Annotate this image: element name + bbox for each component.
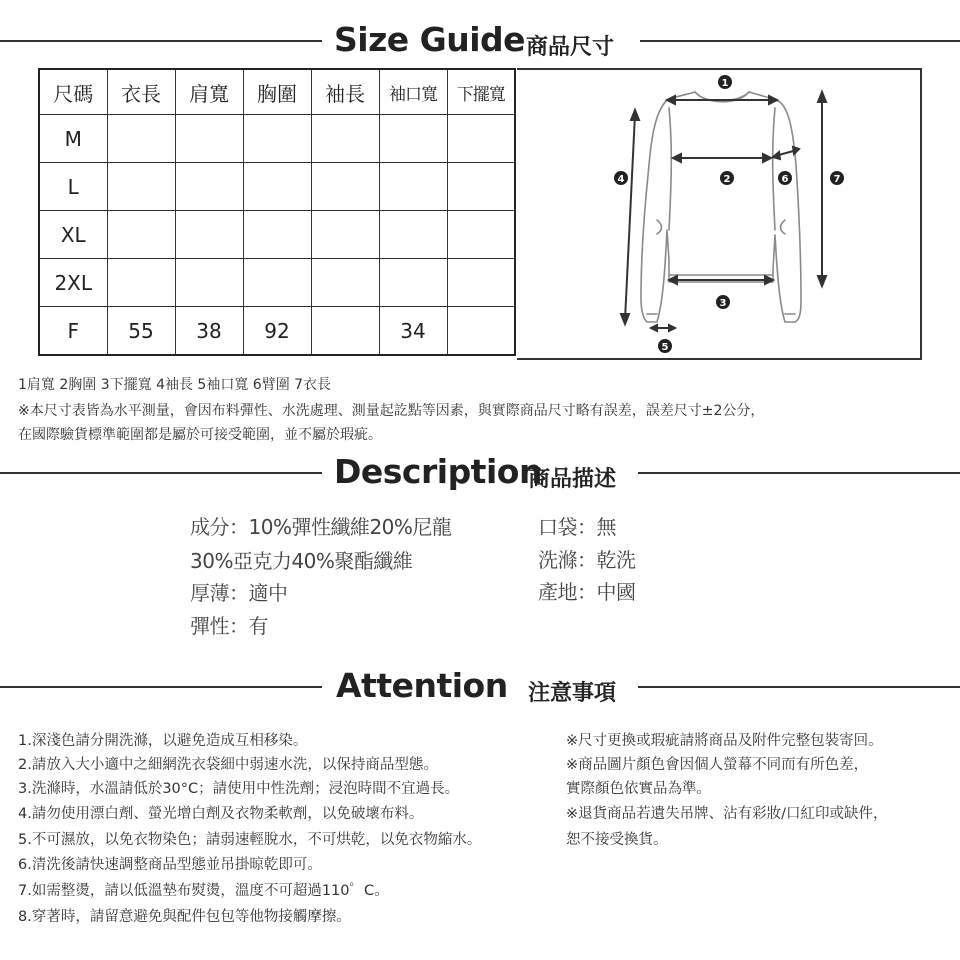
divider-left: [0, 40, 322, 42]
marker-1: [718, 75, 732, 89]
header-cell: 衣長: [107, 69, 175, 115]
svg-text:7: 7: [833, 174, 841, 185]
policy-note-3: ※退貨商品若遺失吊牌、沾有彩妝/口紅印或缺件，: [566, 806, 888, 822]
policy-note-2: ※商品圖片顏色會因個人螢幕不同而有所色差，: [566, 757, 869, 773]
table-cell: [447, 259, 515, 307]
desc-washing: 洗滌：乾洗: [538, 548, 636, 572]
table-cell: [175, 163, 243, 211]
table-header-row: [39, 69, 515, 115]
table-cell: [107, 163, 175, 211]
table-cell: [107, 211, 175, 259]
table-cell: [311, 211, 379, 259]
table-cell: [379, 259, 447, 307]
table-cell: [243, 115, 311, 163]
policy-note-2-cont: 實際顏色依實品為準。: [566, 781, 711, 797]
table-row: [39, 115, 515, 163]
table-cell: [379, 115, 447, 163]
desc-origin: 產地：中國: [538, 580, 636, 604]
marker-7: [830, 171, 844, 185]
divider-left: [0, 472, 322, 474]
size-label-cell: F: [39, 307, 107, 356]
care-item-3: 3.洗滌時，水溫請低於30°C；請使用中性洗劑；浸泡時間不宜過長。: [18, 781, 460, 797]
table-row: [39, 211, 515, 259]
table-cell: [175, 115, 243, 163]
table-cell: [311, 163, 379, 211]
attention-title-en: Attention: [336, 666, 508, 705]
attention-title-zh: 注意事項: [528, 681, 617, 706]
table-cell: [243, 163, 311, 211]
table-cell: [243, 211, 311, 259]
divider-right: [640, 40, 960, 42]
table-cell: 92: [243, 307, 311, 356]
measurement-note-line2: 在國際驗貨標準範圍都是屬於可接受範圍，並不屬於瑕疵。: [18, 427, 382, 443]
desc-pocket: 口袋：無: [538, 515, 616, 539]
table-cell: [175, 259, 243, 307]
size-table: [38, 68, 516, 356]
size-label-cell: 2XL: [39, 259, 107, 307]
table-cell: [311, 307, 379, 356]
care-item-1: 1.深淺色請分開洗滌，以避免造成互相移染。: [18, 733, 308, 749]
size-label-cell: M: [39, 115, 107, 163]
care-item-8: 8.穿著時，請留意避免與配件包包等他物接觸摩擦。: [18, 909, 351, 925]
table-cell: 55: [107, 307, 175, 356]
svg-text:3: 3: [719, 298, 727, 309]
size-guide-header: [0, 18, 960, 62]
table-cell: [379, 163, 447, 211]
table-cell: [311, 259, 379, 307]
table-cell: [379, 211, 447, 259]
measurement-legend: 1肩寬 2胸圍 3下擺寬 4袖長 5袖口寬 6臂圍 7衣長: [18, 377, 332, 393]
table-cell: 34: [379, 307, 447, 356]
size-label-cell: XL: [39, 211, 107, 259]
marker-4: [614, 171, 628, 185]
svg-text:5: 5: [661, 342, 669, 353]
description-header: [0, 450, 960, 494]
table-cell: [311, 115, 379, 163]
desc-material: 成分：10%彈性纖維20%尼龍: [190, 515, 452, 539]
policy-note-1: ※尺寸更換或瑕疵請將商品及附件完整包裝寄回。: [566, 733, 883, 749]
header-cell: 尺碼: [39, 69, 107, 115]
size-label-cell: L: [39, 163, 107, 211]
table-cell: [447, 115, 515, 163]
care-item-5: 5.不可濕放，以免衣物染色；請弱速輕脫水，不可烘乾，以免衣物縮水。: [18, 832, 482, 848]
sweater-sketch: [517, 70, 920, 360]
description-title-en: Description: [334, 452, 542, 491]
header-cell: 袖口寬: [379, 69, 447, 115]
header-cell: 下擺寬: [447, 69, 515, 115]
table-row: [39, 307, 515, 356]
table-cell: [107, 259, 175, 307]
table-row: [39, 259, 515, 307]
desc-material-cont: 30%亞克力40%聚酯纖維: [190, 549, 413, 573]
marker-6: [778, 171, 792, 185]
divider-right: [638, 686, 960, 688]
table-cell: [107, 115, 175, 163]
svg-text:4: 4: [617, 174, 625, 185]
table-cell: [175, 211, 243, 259]
description-title-zh: 商品描述: [528, 467, 617, 492]
table-row: [39, 163, 515, 211]
svg-text:1: 1: [721, 78, 729, 89]
size-guide-title-en: Size Guide: [334, 20, 526, 59]
table-cell: [447, 163, 515, 211]
garment-measurement-diagram: [517, 68, 922, 360]
care-item-2: 2.請放入大小適中之細網洗衣袋細中弱速水洗，以保持商品型態。: [18, 757, 438, 773]
attention-header: [0, 664, 960, 708]
table-cell: 38: [175, 307, 243, 356]
policy-note-3-cont: 恕不接受換貨。: [566, 832, 668, 848]
divider-right: [638, 472, 960, 474]
care-item-6: 6.清洗後請快速調整商品型態並吊掛晾乾即可。: [18, 857, 322, 873]
divider-left: [0, 686, 322, 688]
care-item-7: 7.如需整燙，請以低溫墊布熨燙，溫度不可超過110゜C。: [18, 883, 389, 899]
svg-text:6: 6: [781, 174, 789, 185]
header-cell: 肩寬: [175, 69, 243, 115]
size-guide-title-zh: 商品尺寸: [526, 35, 615, 60]
svg-text:2: 2: [723, 174, 731, 185]
care-item-4: 4.請勿使用漂白劑、螢光增白劑及衣物柔軟劑，以免破壞布料。: [18, 806, 424, 822]
desc-thickness: 厚薄：適中: [190, 581, 288, 605]
desc-elasticity: 彈性：有: [190, 614, 268, 638]
header-cell: 袖長: [311, 69, 379, 115]
marker-3: [716, 295, 730, 309]
marker-5: [658, 339, 672, 353]
marker-2: [720, 171, 734, 185]
table-cell: [447, 307, 515, 356]
measurement-note-line1: ※本尺寸表皆為水平測量，會因布料彈性、水洗處理、測量起訖點等因素，與實際商品尺寸略有誤差，誤差尺寸±2公分，: [18, 403, 765, 419]
table-cell: [447, 211, 515, 259]
header-cell: 胸圍: [243, 69, 311, 115]
table-cell: [243, 259, 311, 307]
